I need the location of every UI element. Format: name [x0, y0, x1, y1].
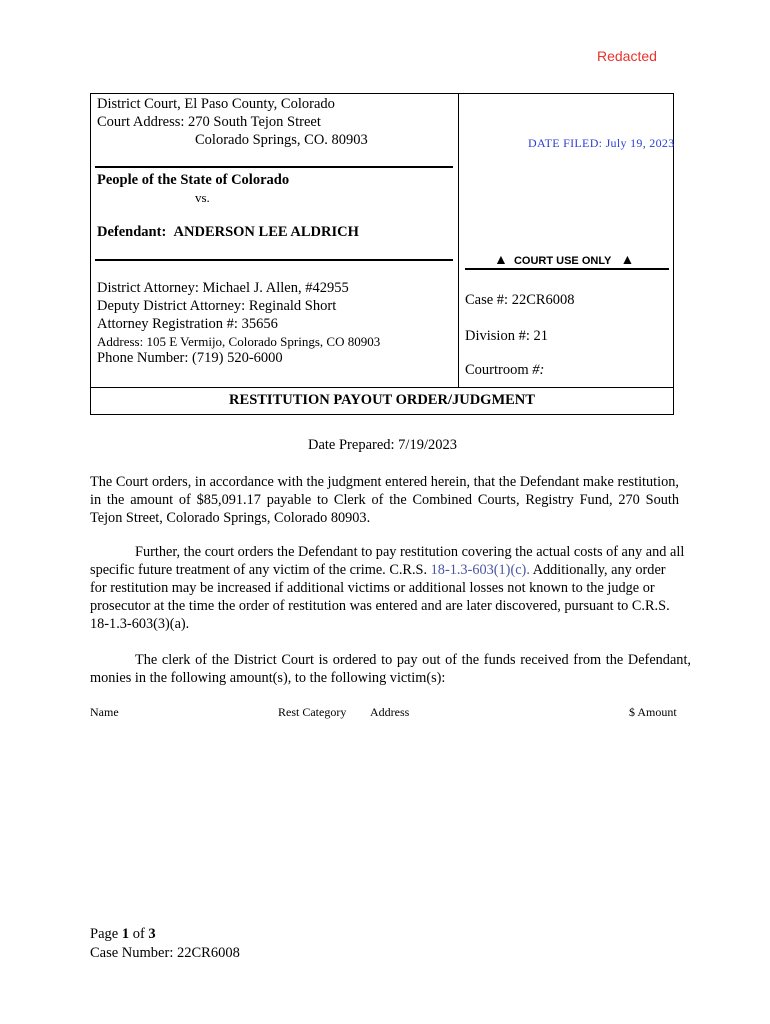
versus: vs. — [195, 190, 210, 205]
court-use-only — [494, 251, 634, 267]
paragraph-future-treatment — [90, 543, 685, 633]
court-rule — [95, 166, 453, 168]
court-use-label: COURT USE ONLY — [513, 255, 612, 267]
attorney-address: Address: 105 E Vermijo, Colorado Springs, CO 80903 — [97, 334, 381, 349]
plaintiff: People of the State of Colorado — [97, 172, 290, 188]
paragraph-restitution-order: The Court orders, in accordance with the judgment entered herein, that the Defendant make restitution, in the amount of $85,091.17 payable to Clerk of the Combined Courts, Registry Fund, 270 South Tejon Street, Colorado Springs, Colorado 80903. — [90, 474, 679, 526]
caption-title-divider — [90, 387, 674, 388]
paragraph-clerk-payout: The clerk of the District Court is ordered to pay out of the funds received from the Defendant, monies in the following amount(s), to the following victim(s): — [90, 652, 691, 686]
deputy-district-attorney: Deputy District Attorney: Reginald Short — [97, 298, 337, 314]
page-indicator — [90, 925, 240, 944]
page-footer — [90, 925, 240, 963]
defendant-line — [97, 223, 359, 241]
court-address-line2: Colorado Springs, CO. 80903 — [195, 132, 368, 148]
column-header-name: Name — [90, 705, 119, 719]
column-header-category: Rest Category — [278, 705, 347, 719]
date-prepared: Date Prepared: 7/19/2023 — [308, 437, 457, 453]
date-filed: DATE FILED: July 19, 2023 — [528, 136, 675, 150]
case-number: Case #: 22CR6008 — [465, 292, 575, 308]
document-title: RESTITUTION PAYOUT ORDER/JUDGMENT — [229, 392, 535, 408]
courtroom-label: Courtroom — [465, 362, 529, 378]
triangle-up-icon: ▲ — [494, 251, 508, 267]
court-use-rule — [465, 268, 669, 270]
courtroom-hash: #: — [532, 362, 545, 378]
redacted-stamp: Redacted — [597, 48, 657, 64]
page-of: of — [129, 926, 149, 942]
p2-text-1: Further, the court orders the Defendant to pay restitution covering the actual costs of any and all specific future treatment of any victim of the crime. C.R.S. — [90, 544, 685, 578]
division-number: Division #: 21 — [465, 328, 548, 344]
page-number: 1 — [121, 926, 130, 942]
courtroom — [465, 361, 544, 379]
column-header-amount: $ Amount — [629, 705, 677, 719]
attorney-phone: Phone Number: (719) 520-6000 — [97, 350, 283, 366]
crs-link[interactable]: 18-1.3-603(1)(c). — [430, 562, 530, 578]
district-attorney: District Attorney: Michael J. Allen, #42955 — [97, 280, 349, 296]
parties-rule — [95, 259, 453, 261]
attorney-registration: Attorney Registration #: 35656 — [97, 316, 278, 332]
p2-text-2: Additionally, any order for restitution may be increased if additional victims or additional losses not known to the judge or prosecutor at the time the order of restitution was entered and are later discovered, pursuant to C.R.S. 18-1.3-603(3)(a). — [90, 562, 670, 632]
column-header-address: Address — [370, 705, 410, 719]
page-prefix: Page — [90, 926, 122, 942]
defendant-name: ANDERSON LEE ALDRICH — [173, 224, 359, 240]
caption-divider — [458, 93, 459, 387]
defendant-label: Defendant: — [97, 224, 167, 240]
page-total: 3 — [148, 926, 156, 942]
court-address-line1: Court Address: 270 South Tejon Street — [97, 114, 321, 130]
footer-case-number: Case Number: 22CR6008 — [90, 945, 240, 961]
court-name: District Court, El Paso County, Colorado — [97, 96, 335, 112]
triangle-up-icon: ▲ — [620, 251, 635, 267]
